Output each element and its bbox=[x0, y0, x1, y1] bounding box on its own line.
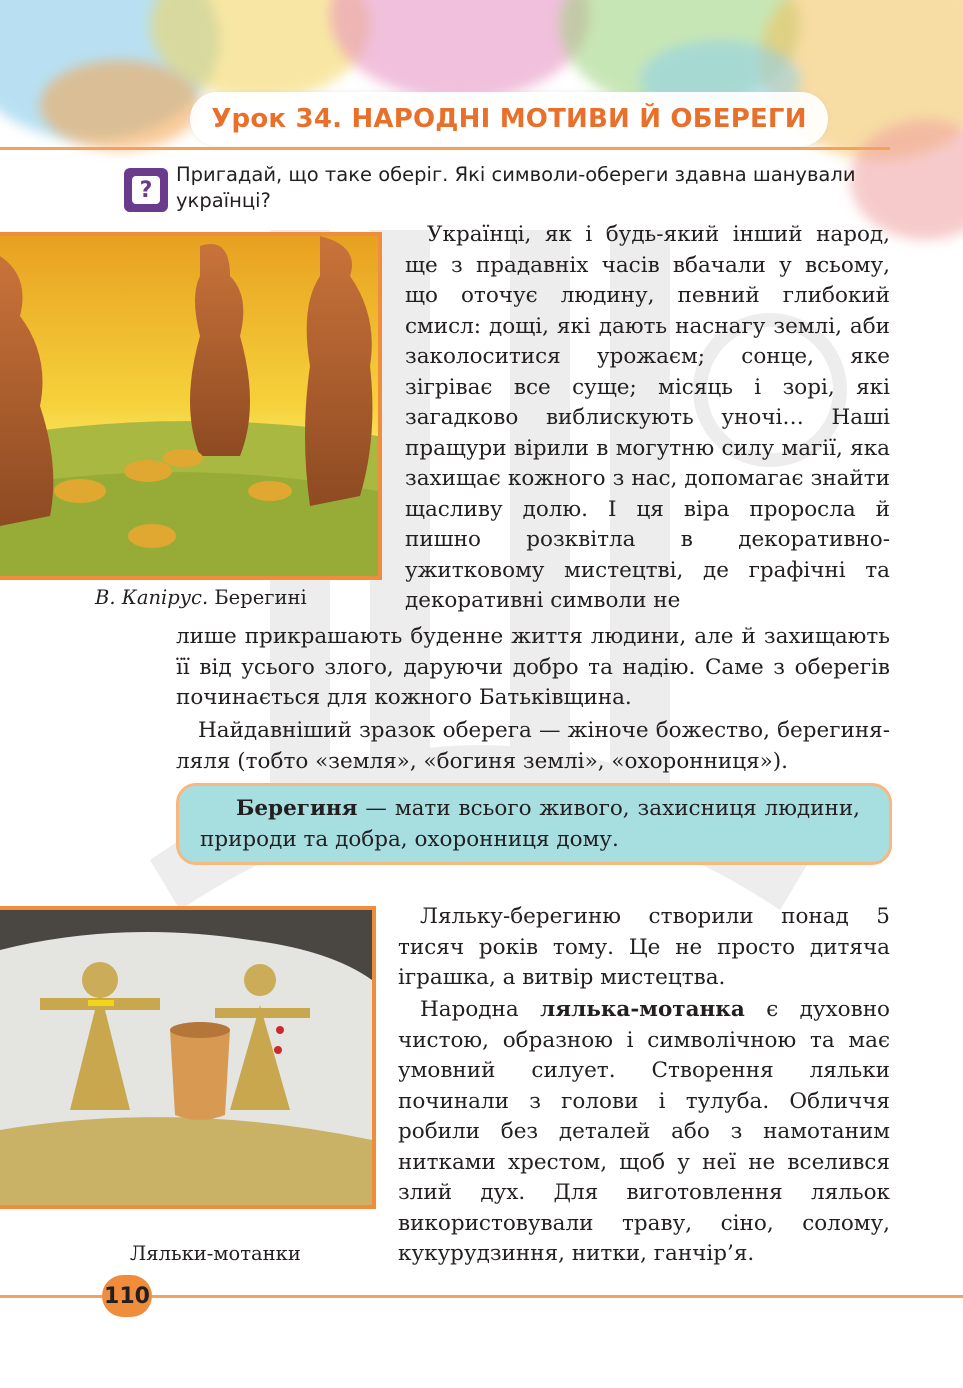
paragraph-4 bbox=[398, 995, 890, 1270]
motanka-dolls-image bbox=[0, 906, 376, 1209]
painting-bereginі-image bbox=[0, 232, 382, 580]
paragraph-3: Ляльку-берегиню створили понад 5 тисяч років тому. Це не просто дитяча іграшка, а витвір мистецтва. bbox=[398, 904, 890, 990]
paragraph-1-continued: лише прикрашають буденне життя людини, але й захищають її від усього злого, даруючи добро та надію. Саме з оберегів починається для кожного Батьківщина. bbox=[176, 624, 890, 710]
painting-caption-author: В. Капірус. bbox=[95, 586, 209, 609]
question-prompt: Пригадай, що таке оберіг. Які символи-обереги здавна шанували українці? bbox=[176, 163, 856, 212]
dolls-caption: Ляльки-мотанки bbox=[130, 1242, 301, 1265]
painting-caption-title: Берегині bbox=[208, 586, 307, 609]
paragraph-2: Найдавніший зразок оберега — жіноче божество, берегиня-ляля (тобто «земля», «богиня землі», «охоронниця»). bbox=[176, 718, 890, 774]
paragraph-1-wrapped: Українці, як і будь-який інший народ, ще з прадавніх часів вбачали у всьому, що оточує людину, певний глибокий смисл: дощі, які дають наснагу землі, аби заколоситися урожаєм; сонце, яке зігріває все суще; місяць і зорі, які загадково виблискують уночі… Наші пращури вірили в могутню силу магії, яка захищає кожного з нас, допомагає знайти щасливу долю. І ця віра проросла й пишно розквітла в декоративно-ужитковому мистецтві, де графічні та декоративні символи не bbox=[405, 222, 890, 613]
definition-term: Берегиня bbox=[236, 796, 358, 821]
definition-body: — мати всього живого, захисниця людини, природи та добра, охоронниця дому. bbox=[200, 796, 860, 852]
paragraph-4-start: Народна bbox=[420, 997, 541, 1022]
paragraph-4-term: лялька-мотанка bbox=[540, 997, 745, 1022]
paragraph-4-end: є духовно чистою, образною і символічною та має умовний силует. Створення ляльки починали з голови і тулуба. Обличчя робили без деталей або з намотаним нитками хрестом, щоб у неї не вселився злий дух. Для виготовлення ляльок використовували траву, сіно, солому, кукурудзиння, нитки, ганчір’я. bbox=[398, 997, 891, 1266]
question-mark-icon: ? bbox=[124, 168, 168, 212]
lesson-title: Урок 34. НАРОДНІ МОТИВИ Й ОБЕРЕГИ bbox=[211, 104, 807, 134]
lesson-title-banner bbox=[190, 92, 828, 146]
painting-caption bbox=[95, 586, 307, 610]
page-number: 110 bbox=[102, 1275, 152, 1317]
definition-text bbox=[200, 793, 860, 855]
title-divider bbox=[0, 147, 890, 150]
